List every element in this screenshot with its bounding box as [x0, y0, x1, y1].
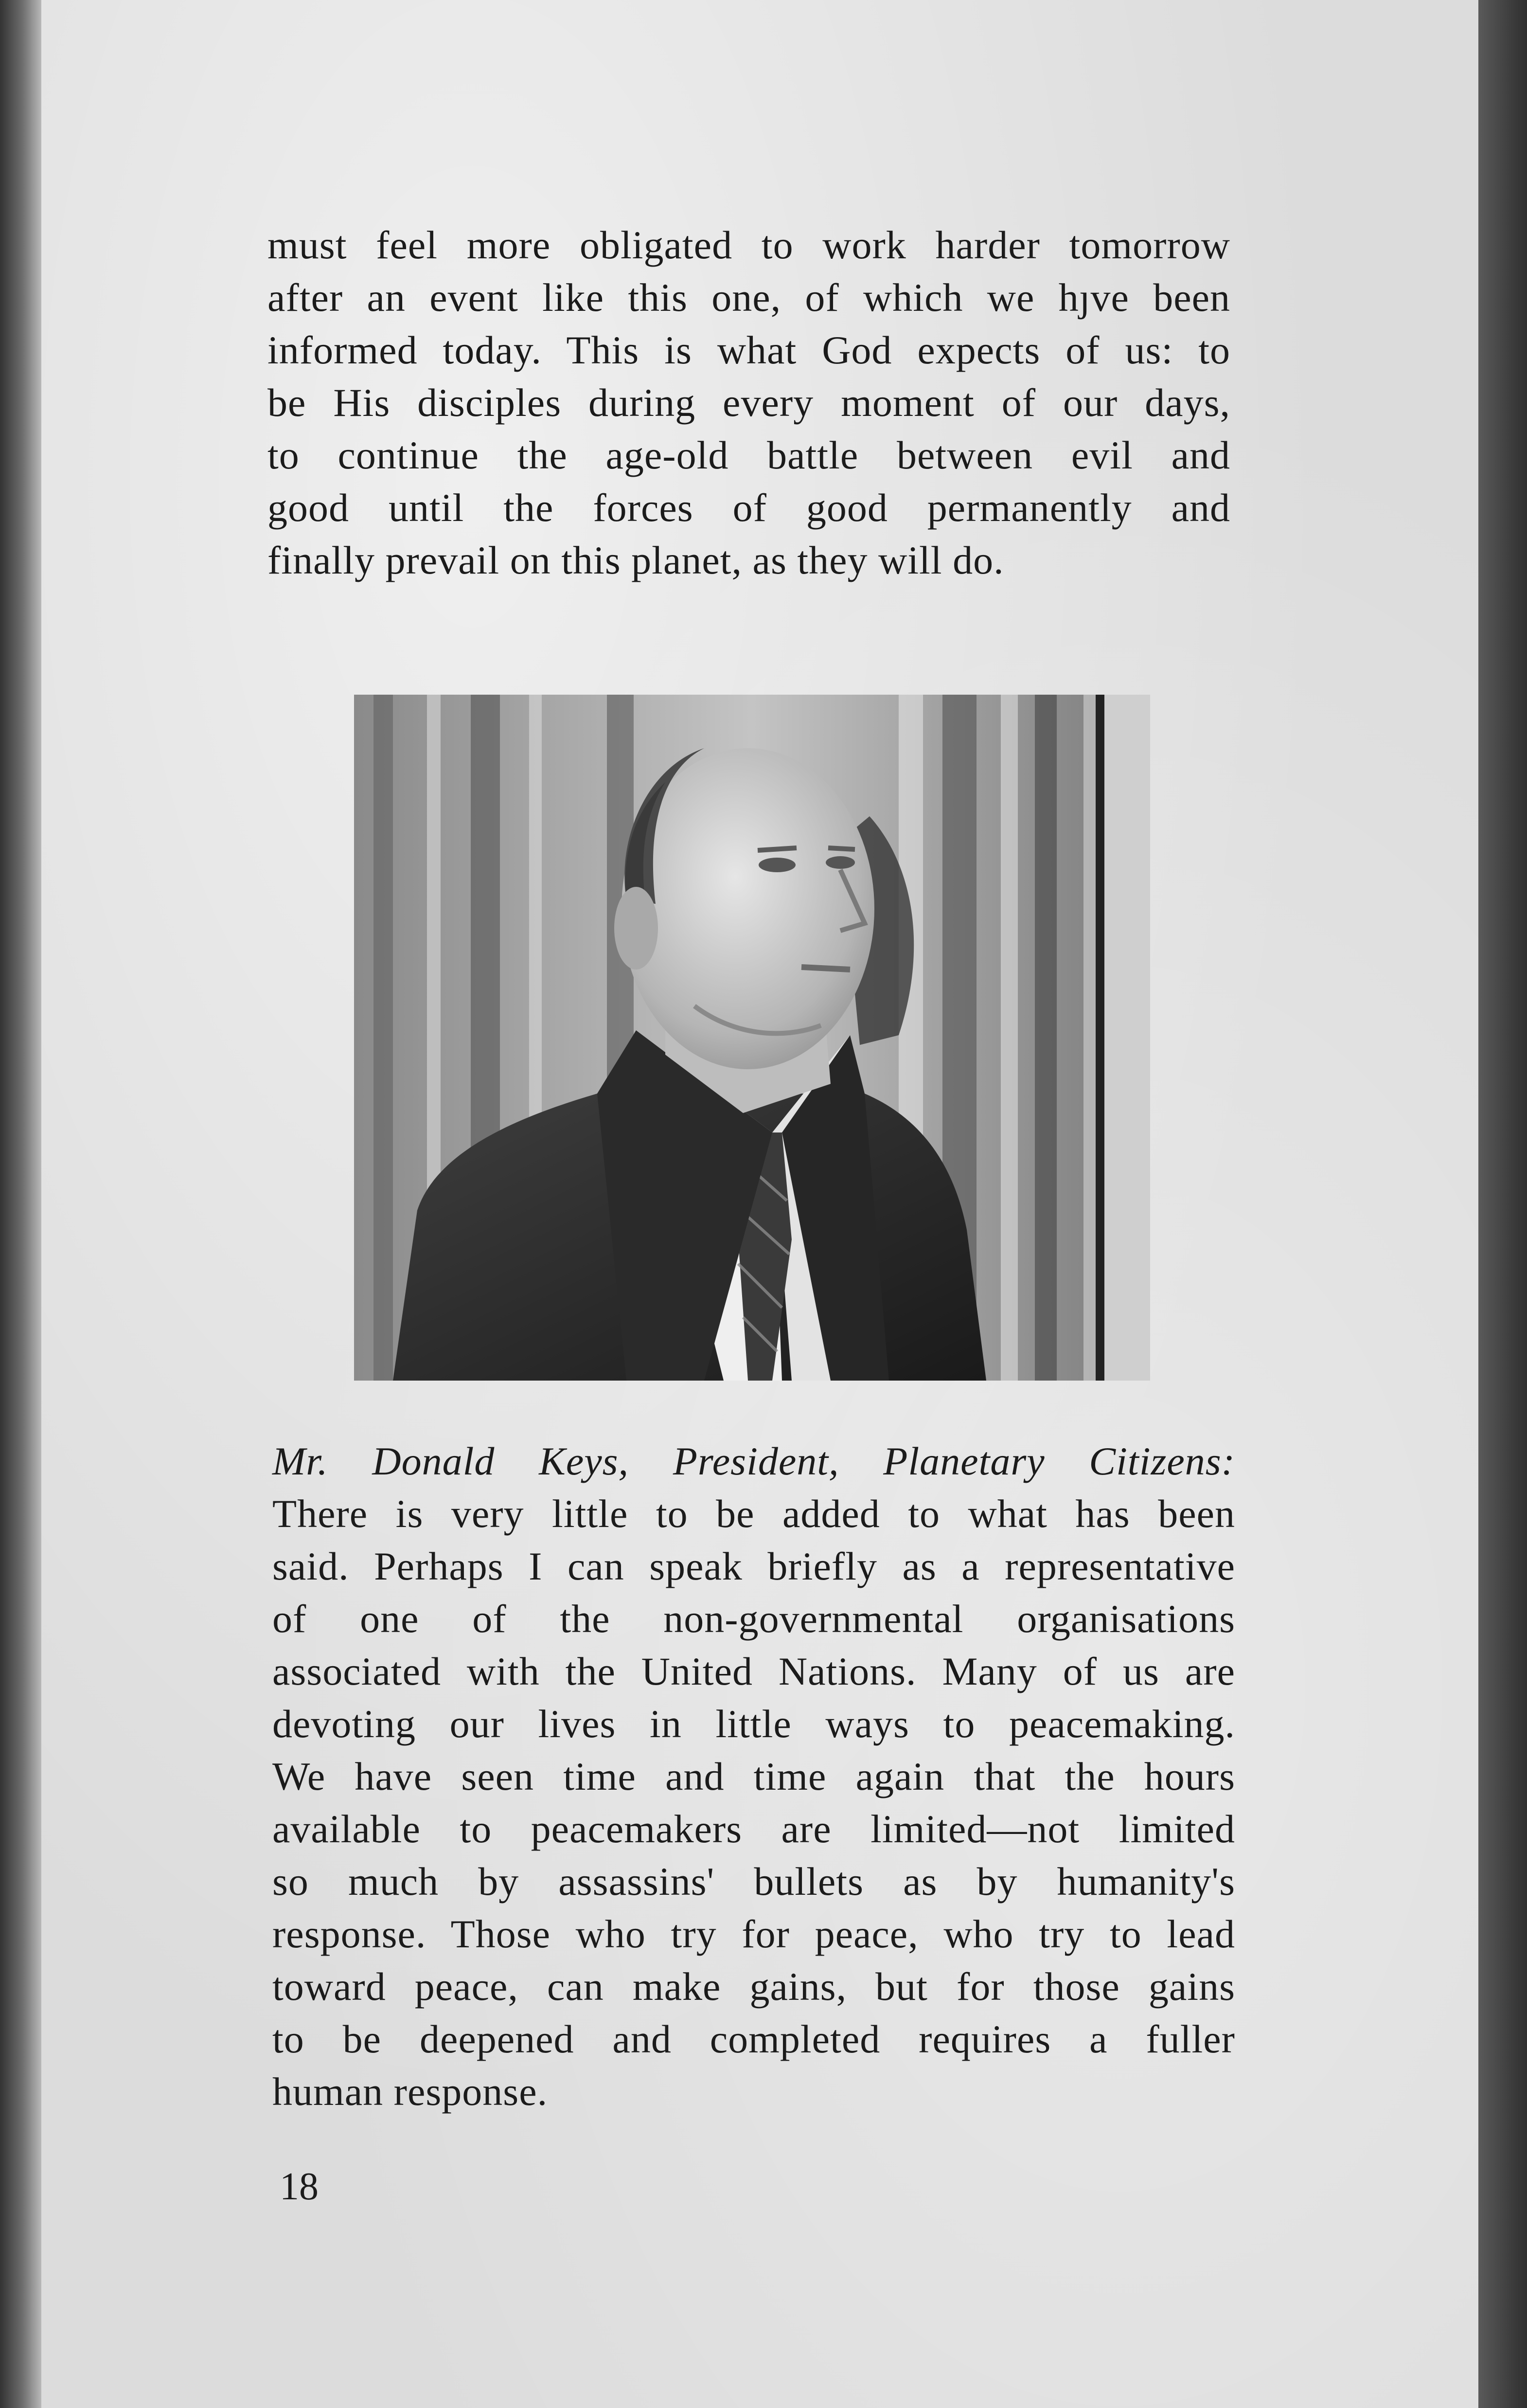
- text-line: to continue the age-old battle between evil and: [267, 433, 1230, 477]
- speaker-attribution: Mr. Donald Keys, President, Planetary Citizens:: [272, 1439, 1235, 1483]
- text-line: There is very little to be added to what has been: [272, 1492, 1235, 1536]
- scan-shadow-left: [0, 0, 41, 2408]
- text-line: so much by assassins' bullets as by humanity's: [272, 1859, 1235, 1904]
- text-line: We have seen time and time again that the hours: [272, 1754, 1235, 1798]
- text-line: after an event like this one, of which we hȷve been: [267, 275, 1230, 320]
- text-line: of one of the non-governmental organisations: [272, 1597, 1235, 1641]
- top-paragraph: [267, 219, 1230, 587]
- text-line: human response.: [272, 2069, 548, 2114]
- text-line: available to peacemakers are limited—not limited: [272, 1807, 1235, 1851]
- text-line: finally prevail on this planet, as they will do.: [267, 538, 1004, 582]
- text-line: must feel more obligated to work harder tomorrow: [267, 223, 1230, 267]
- text-line: be His disciples during every moment of our days,: [267, 380, 1230, 425]
- bottom-paragraph: [272, 1435, 1235, 2118]
- portrait-illustration: [354, 695, 1150, 1381]
- text-line: said. Perhaps I can speak briefly as a representative: [272, 1544, 1235, 1588]
- text-line: toward peace, can make gains, but for those gains: [272, 1964, 1235, 2009]
- text-line: associated with the United Nations. Many of us are: [272, 1649, 1235, 1693]
- text-line: good until the forces of good permanently and: [267, 485, 1230, 530]
- text-line: devoting our lives in little ways to peacemaking.: [272, 1702, 1235, 1746]
- text-line: informed today. This is what God expects of us: to: [267, 328, 1230, 372]
- page-number: 18: [280, 2165, 319, 2208]
- text-line: to be deepened and completed requires a fuller: [272, 2017, 1235, 2061]
- speaker-photo: [354, 695, 1150, 1381]
- text-line: response. Those who try for peace, who try to lead: [272, 1912, 1235, 1956]
- scan-shadow-right: [1478, 0, 1527, 2408]
